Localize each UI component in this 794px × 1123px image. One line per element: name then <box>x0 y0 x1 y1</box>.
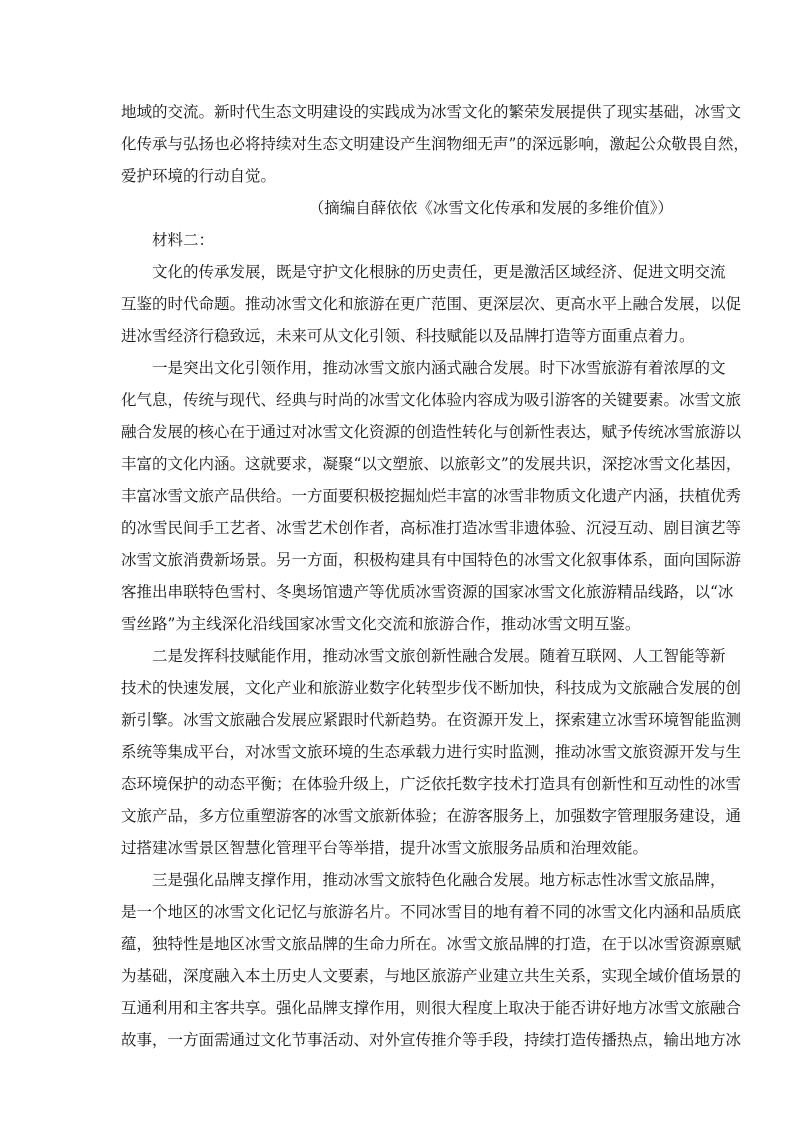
text-line: 为基础，深度融入本土历史人文要素，与地区旅游产业建立共生关系，实现全域价值场景的 <box>121 967 742 985</box>
material-label-block <box>121 224 681 256</box>
text-line: 互鉴的时代命题。推动冰雪文化和旅游在更广范围、更深层次、更高水平上融合发展，以促 <box>121 295 742 313</box>
text-line: 丰富冰雪文旅产品供给。一方面要积极挖掘灿烂丰富的冰雪非物质文化遗产内涵，扶植优秀 <box>121 487 742 505</box>
text-line: 客推出串联特色雪村、冬奥场馆遗产等优质冰雪资源的国家冰雪文化旅游精品线路，以“冰 <box>121 583 734 601</box>
text-line: 故事，一方面需通过文化节事活动、对外宣传推介等手段，持续打造传播热点，输出地方冰 <box>121 1031 742 1049</box>
paragraph-2 <box>121 352 742 640</box>
text-line: 的冰雪民间手工艺者、冰雪艺术创作者，高标准打造冰雪非遗体验、沉浸互动、剧目演艺等 <box>121 519 742 537</box>
text-line: 丰富的文化内涵。这就要求，凝聚“以文塑旅、以旅彰文”的发展共识，深挖冰雪文化基因， <box>121 455 742 473</box>
text-line: 地域的交流。新时代生态文明建设的实践成为冰雪文化的繁荣发展提供了现实基础，冰雪文 <box>121 103 742 121</box>
text-line: 爱护环境的行动自觉。 <box>121 167 277 185</box>
text-line: 冰雪文旅消费新场景。另一方面，积极构建具有中国特色的冰雪文化叙事体系，面向国际游 <box>121 551 742 569</box>
text-line: 系统等集成平台，对冰雪文旅环境的生态承载力进行实时监测，推动冰雪文旅资源开发与生 <box>121 743 742 761</box>
text-line: 二是发挥科技赋能作用，推动冰雪文旅创新性融合发展。随着互联网、人工智能等新 <box>152 647 726 665</box>
paragraph-3 <box>121 640 742 864</box>
paragraph-4 <box>121 864 742 1056</box>
text-line: 进冰雪经济行稳致远，未来可从文化引领、科技赋能以及品牌打造等方面重点着力。 <box>121 327 695 345</box>
text-line: 三是强化品牌支撑作用，推动冰雪文旅特色化融合发展。地方标志性冰雪文旅品牌， <box>152 871 726 889</box>
material-label: 材料二： <box>152 231 215 249</box>
text-line: 互通利用和主客共享。强化品牌支撑作用，则很大程度上取决于能否讲好地方冰雪文旅融合 <box>121 999 742 1017</box>
text-line: 化传承与弘扬也必将持续对生态文明建设产生润物细无声”的深远影响，激起公众敬畏自然， <box>121 135 749 153</box>
text-line: 化气息，传统与现代、经典与时尚的冰雪文化体验内容成为吸引游客的关键要素。冰雪文旅 <box>121 391 742 409</box>
text-line: 态环境保护的动态平衡；在体验升级上，广泛依托数字技术打造具有创新性和互动性的冰雪 <box>121 775 742 793</box>
text-line: 融合发展的核心在于通过对冰雪文化资源的创造性转化与创新性表达，赋予传统冰雪旅游以 <box>121 423 742 441</box>
source-citation-block <box>121 192 681 224</box>
text-line: 一是突出文化引领作用，推动冰雪文旅内涵式融合发展。时下冰雪旅游有着浓厚的文 <box>152 359 726 377</box>
text-line: 蕴，独特性是地区冰雪文旅品牌的生命力所在。冰雪文旅品牌的打造，在于以冰雪资源禀赋 <box>121 935 742 953</box>
text-line: 雪丝路”为主线深化沿线国家冰雪文化交流和旅游合作，推动冰雪文明互鉴。 <box>121 615 641 633</box>
text-line: 技术的快速发展，文化产业和旅游业数字化转型步伐不断加快，科技成为文旅融合发展的创 <box>121 679 742 697</box>
intro-paragraph <box>121 96 749 192</box>
text-line: 过搭建冰雪景区智慧化管理平台等举措，提升冰雪文旅服务品质和治理效能。 <box>121 839 649 857</box>
text-line: 是一个地区的冰雪文化记忆与旅游名片。不同冰雪目的地有着不同的冰雪文化内涵和品质底 <box>121 903 742 921</box>
source-citation: （摘编自薛依依《冰雪文化传承和发展的多维价值》） <box>308 199 673 217</box>
text-line: 文化的传承发展，既是守护文化根脉的历史责任，更是激活区域经济、促进文明交流 <box>152 263 726 281</box>
paragraph-1 <box>121 256 742 352</box>
text-line: 新引擎。冰雪文旅融合发展应紧跟时代新趋势。在资源开发上，探索建立冰雪环境智能监测 <box>121 711 742 729</box>
text-line: 文旅产品，多方位重塑游客的冰雪文旅新体验；在游客服务上，加强数字管理服务建设，通 <box>121 807 742 825</box>
